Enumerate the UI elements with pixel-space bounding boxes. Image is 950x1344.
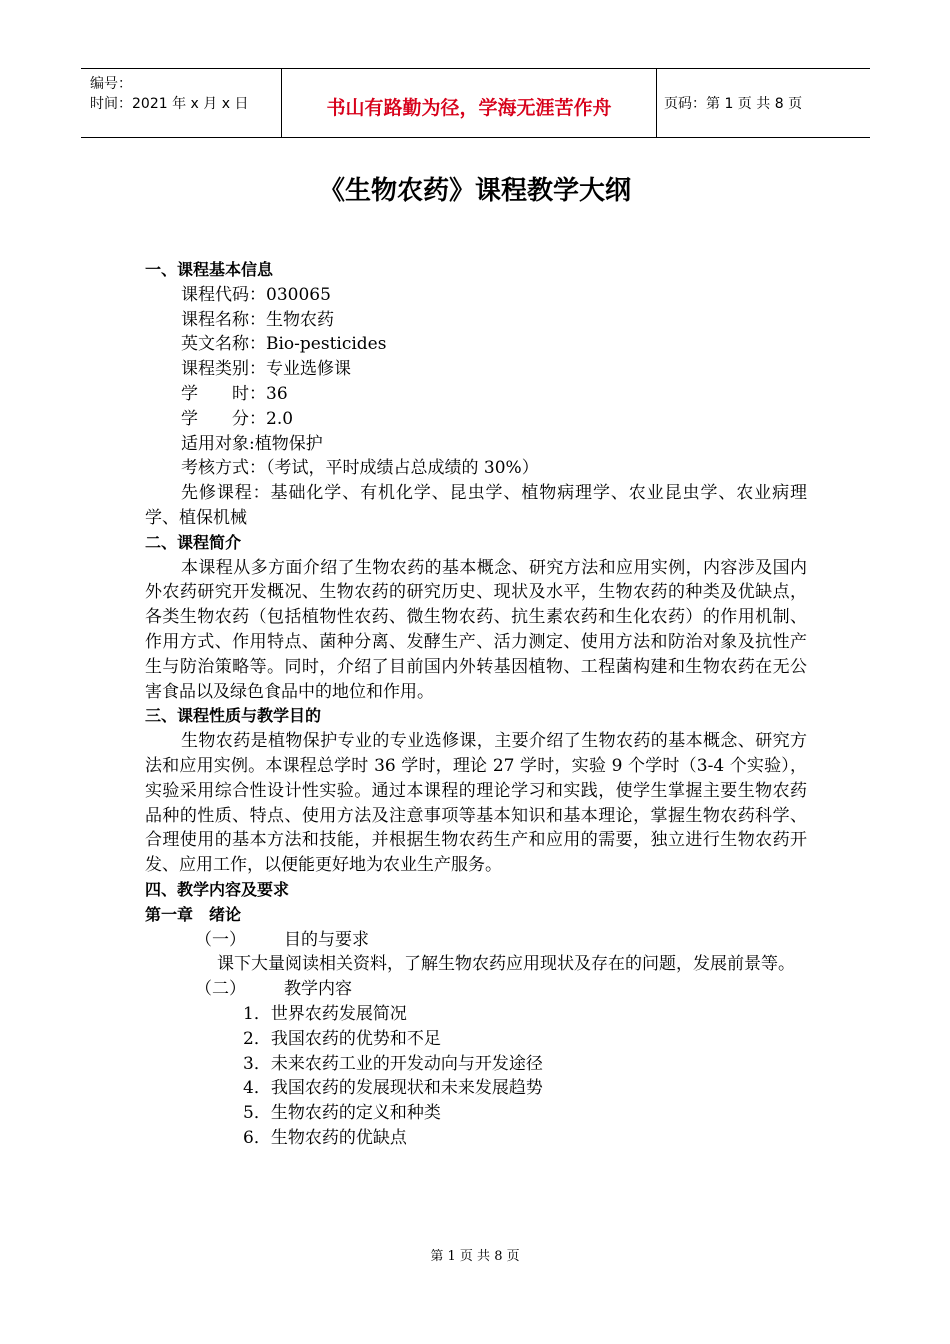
info-line: 考核方式：（考试，平时成绩占总成绩的 30%） bbox=[181, 458, 539, 479]
info-line: 课程代码：030065 bbox=[181, 284, 331, 305]
document-date: 时间：2021 年 x 月 x 日 bbox=[90, 96, 249, 112]
section-heading: 三、课程性质与教学目的 bbox=[145, 706, 322, 726]
info-line: 学 分：2.0 bbox=[181, 408, 294, 429]
document-title: 《生物农药》课程教学大纲 bbox=[318, 176, 631, 206]
header-motto-cell bbox=[281, 69, 657, 137]
header-left-cell bbox=[81, 69, 281, 137]
info-line: 学 时：36 bbox=[181, 383, 288, 404]
list-item: 1．世界农药发展简况 bbox=[243, 1003, 407, 1024]
list-item: 5．生物农药的定义和种类 bbox=[243, 1103, 441, 1124]
subsection-heading bbox=[145, 977, 807, 1002]
document-number-label: 编号： bbox=[90, 76, 132, 92]
subsection-title: 目的与要求 bbox=[284, 929, 369, 950]
document-body bbox=[145, 258, 807, 1151]
page-footer: 第 1 页 共 8 页 bbox=[430, 1249, 520, 1264]
section-heading: 二、课程简介 bbox=[145, 532, 242, 552]
section-heading: 一、课程基本信息 bbox=[145, 260, 274, 279]
prerequisite-courses: 先修课程：基础化学、有机化学、昆虫学、植物病理学、农业昆虫学、农业病理学、植保机械 bbox=[145, 483, 807, 528]
course-introduction: 本课程从多方面介绍了生物农药的基本概念、研究方法和应用实例，内容涉及国内外农药研究开发概况、生物农药的研究历史、现状及水平，生物农药的种类及优缺点，各类生物农药（包括植物性农药、微生物农药、抗生素农药和生化农药）的作用机制、作用方式、作用特点、菌种分离、发酵生产、活力测定、使用方法和防治对象及抗性产生与防治策略等。同时，介绍了目前国内外转基因植物、工程菌构建和生物农药在无公害食品以及绿色食品中的地位和作用。 bbox=[145, 557, 807, 702]
header-table bbox=[81, 68, 870, 138]
objectives-text: 课下大量阅读相关资料，了解生物农药应用现状及存在的问题，发展前景等。 bbox=[217, 954, 795, 975]
info-line: 适用对象:植物保护 bbox=[181, 433, 323, 454]
list-item: 2．我国农药的优势和不足 bbox=[243, 1028, 441, 1049]
motto-text: 书山有路勤为径，学海无涯苦作舟 bbox=[326, 97, 612, 119]
subsection-number: （一） bbox=[195, 929, 246, 950]
info-line: 课程名称：生物农药 bbox=[181, 309, 334, 330]
subsection-title: 教学内容 bbox=[284, 979, 352, 1000]
info-line: 英文名称：Bio-pesticides bbox=[181, 334, 387, 355]
subsection-heading bbox=[145, 928, 807, 953]
list-item: 3．未来农药工业的开发动向与开发途径 bbox=[243, 1053, 543, 1074]
course-purpose: 生物农药是植物保护专业的专业选修课，主要介绍了生物农药的基本概念、研究方法和应用实例。本课程总学时 36 学时，理论 27 学时，实验 9 个学时（3-4 个实验），实验采用综合性设计性实验。通过本课程的理论学习和实践，使学生掌握主要生物农药品种的性质、特点、使用方法及注意事项等基本知识和基本理论，掌握生物农药科学、合理使用的基本方法和技能，并根据生物农药生产和应用的需要，独立进行生物农药开发、应用工作，以便能更好地为农业生产服务。 bbox=[145, 731, 807, 876]
info-line: 课程类别：专业选修课 bbox=[181, 359, 351, 380]
subsection-number: （二） bbox=[195, 979, 246, 1000]
list-item: 6．生物农药的优缺点 bbox=[243, 1127, 407, 1148]
list-item: 4．我国农药的发展现状和未来发展趋势 bbox=[243, 1078, 543, 1099]
chapter-heading: 第一章 绪论 bbox=[145, 904, 242, 924]
section-heading: 四、教学内容及要求 bbox=[145, 879, 290, 899]
header-page-info: 页码：第 1 页 共 8 页 bbox=[664, 96, 803, 112]
